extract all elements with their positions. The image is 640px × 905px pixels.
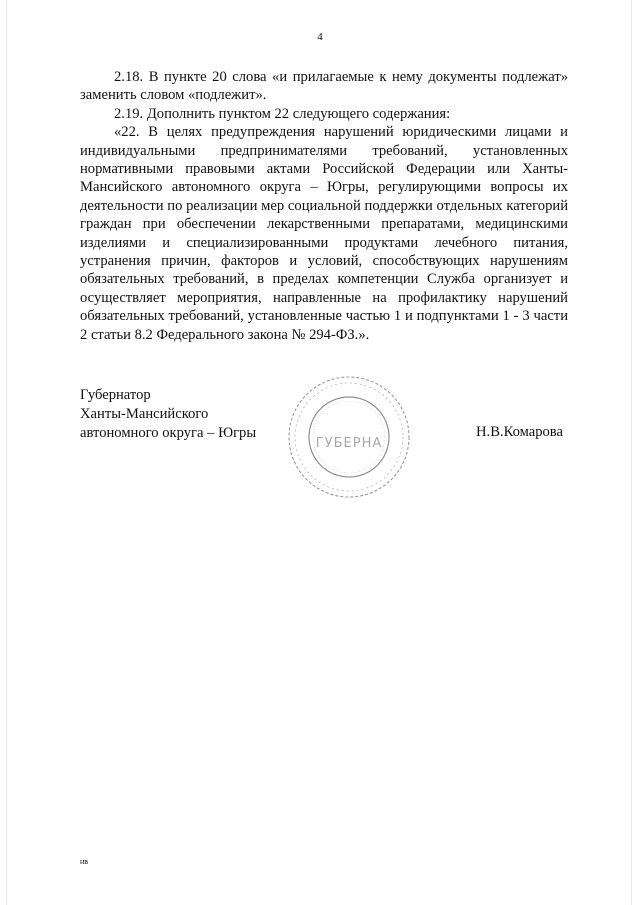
paragraph-22: «22. В целях предупреждения нарушений юридическими лицами и индивидуальными предпринимателями требований, установленных нормативными правовыми актами Российской Федерации или Ханты-Мансийского автономного округа – Югры, регулирующими вопросы их деятельности по реализации мер социальной поддержки отдельных категорий граждан при обеспечении лекарственными препаратами, медицинскими изделиями и специализированными продуктами лечебного питания, устранения причин, факторов и условий, способствующих нарушениям обязательных требований, в пределах компетенции Служба организует и осуществляет мероприятия, направленные на профилактику нарушений обязательных требований, установленные частью 1 и подпунктами 1 - 3 части 2 статьи 8.2 Федерального закона № 294-ФЗ.». bbox=[80, 124, 568, 343]
official-stamp bbox=[284, 373, 414, 501]
page-number: 4 bbox=[317, 31, 323, 43]
paragraph-2-18: 2.18. В пункте 20 слова «и прилагаемые к нему документы подлежат» заменить словом «подлежит». bbox=[80, 69, 568, 104]
signatory-title-line: Губернатор bbox=[80, 387, 151, 403]
paragraph-2-19: 2.19. Дополнить пунктом 22 следующего содержания: bbox=[114, 105, 451, 122]
executor-initials: нв bbox=[80, 857, 89, 866]
scan-edge-left bbox=[6, 0, 7, 905]
document-body bbox=[80, 68, 568, 344]
signatory-title-line: Ханты-Мансийского bbox=[80, 406, 209, 422]
signatory-name: Н.В.Комарова bbox=[476, 424, 563, 440]
signatory-title bbox=[80, 386, 256, 443]
stamp-text: ГУБЕРНА bbox=[315, 436, 383, 451]
signatory-title-line: автономного округа – Югры bbox=[80, 425, 257, 441]
scan-edge-right bbox=[631, 0, 632, 905]
